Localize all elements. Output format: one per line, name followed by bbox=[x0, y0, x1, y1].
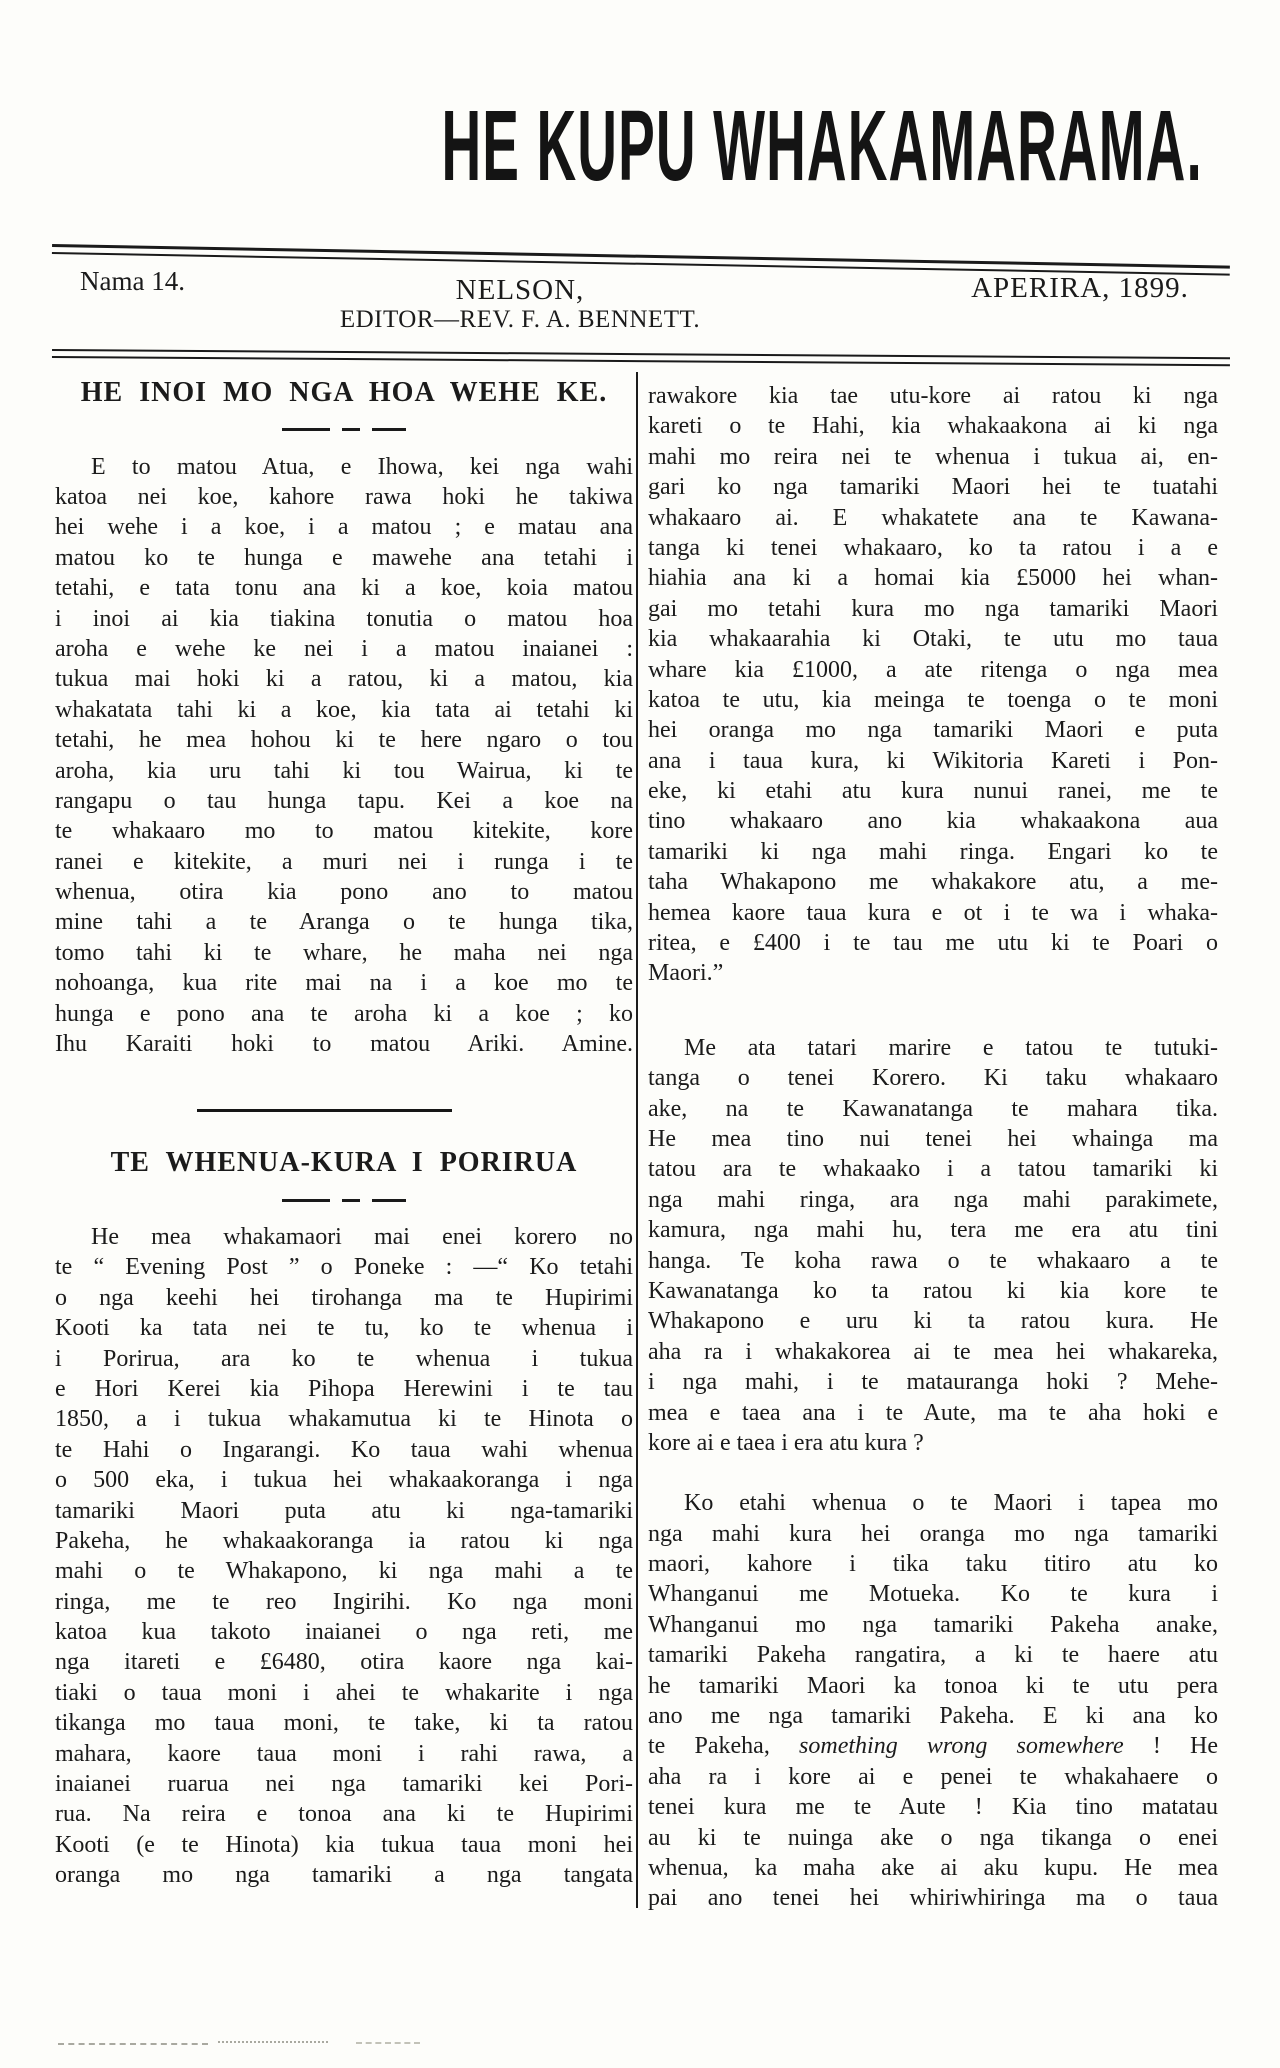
text-line: whenua, ka maha ake ai aku kupu. He mea bbox=[648, 1854, 1218, 1881]
scan-artifact bbox=[356, 2042, 420, 2044]
text-line: tetahi, he mea hohou ki te here ngaro o tou bbox=[55, 727, 633, 754]
text-line: kore ai e taea i era atu kura ? bbox=[648, 1429, 924, 1456]
text-line: ana i taua kura, ki Wikitoria Kareti i Pon- bbox=[648, 747, 1218, 774]
header-rule bbox=[52, 349, 1230, 366]
text-line: tatou ara te whakaako i a tatou tamariki ki bbox=[648, 1156, 1218, 1183]
text-line: tetahi, e tata tonu ana ki a koe, koia matou bbox=[55, 575, 633, 602]
left-column bbox=[55, 372, 633, 1891]
text-line: hei oranga mo nga tamariki Maori e puta bbox=[648, 717, 1218, 744]
text-line: ano me nga tamariki Pakeha. E ki ana ko bbox=[648, 1703, 1218, 1730]
article2-heading: TE WHENUA-KURA I PORIRUA bbox=[110, 1147, 578, 1179]
text-line: tanga ki tenei whakaaro, ko ta ratou i a e bbox=[648, 534, 1218, 561]
masthead-rule bbox=[52, 244, 1230, 276]
dash-segment bbox=[372, 428, 406, 431]
text-line: tomo tahi ki te whare, he maha nei nga bbox=[55, 939, 633, 966]
dash-segment bbox=[372, 1199, 406, 1202]
text-line: Kooti ka tata nei te tu, ko te whenua i bbox=[55, 1315, 633, 1342]
text-line: Whanganui mo nga tamariki Pakeha anake, bbox=[648, 1611, 1218, 1638]
text-line: kareti o te Hahi, kia whakaakona ai ki nga bbox=[648, 413, 1218, 440]
newspaper-title bbox=[130, 90, 1203, 202]
text-line: whenua, otira kia pono ano to matou bbox=[55, 879, 633, 906]
text-line: rangapu o tau hunga tapu. Kei a koe na bbox=[55, 787, 633, 814]
dash-segment bbox=[342, 1199, 360, 1202]
text-line: i Porirua, ara ko te whenua i tukua bbox=[55, 1345, 633, 1372]
text-line: tikanga mo taua moni, te take, ki ta ratou bbox=[55, 1710, 633, 1737]
text-line: rawakore kia tae utu-kore ai ratou ki nga bbox=[648, 383, 1218, 409]
text-line: nga itareti e £6480, otira kaore nga kai- bbox=[55, 1649, 633, 1676]
text-line: e Hori Kerei kia Pihopa Herewini i te tau bbox=[55, 1375, 633, 1402]
text-line: Kawanatanga ko ta ratou ki kia kore te bbox=[648, 1277, 1218, 1304]
heading-ornament bbox=[55, 1198, 633, 1202]
dash-segment bbox=[282, 428, 330, 431]
text-line: Maori.” bbox=[648, 960, 724, 987]
article1-paragraph bbox=[55, 452, 633, 1060]
text-line: katoa kua takoto inaianei o nga reti, me bbox=[55, 1619, 633, 1646]
text-line: te Hahi o Ingarangi. Ko taua wahi whenua bbox=[55, 1436, 633, 1463]
text-line: katoa nei koe, kahore rawa hoki he takiwa bbox=[55, 483, 633, 510]
issue-date: APERIRA, 1899. bbox=[971, 272, 1189, 304]
text-line: Me ata tatari marire e tatou te tutuki- bbox=[684, 1034, 1218, 1061]
place-name: NELSON, bbox=[455, 274, 585, 306]
text-line: whakatata tahi ki a koe, kia tata ai tetahi ki bbox=[55, 696, 633, 723]
text-line: mea e taea ana i te Aute, ma te aha hoki e bbox=[648, 1399, 1218, 1426]
column-divider bbox=[636, 372, 638, 1908]
heading-ornament bbox=[55, 428, 633, 432]
text-line: mine tahi a te Aranga o te hunga tika, bbox=[55, 909, 633, 936]
dash-segment bbox=[342, 428, 360, 431]
text-line: whare kia £1000, a ate ritenga o nga mea bbox=[648, 656, 1218, 683]
text-line: oranga mo nga tamariki a nga tangata bbox=[55, 1862, 633, 1889]
text-line: He mea tino nui tenei hei whainga ma bbox=[648, 1125, 1218, 1152]
text-line: nga mahi ringa, ara nga mahi parakimete, bbox=[648, 1186, 1218, 1213]
text-line: aroha, kia uru tahi ki tou Wairua, ki te bbox=[55, 757, 633, 784]
text-line: nohoanga, kua rite mai na i a koe mo te bbox=[55, 970, 633, 997]
text-line: hunga e pono ana te aroha ki a koe ; ko bbox=[55, 1000, 633, 1027]
text-line: Whakapono e uru ki ta ratou kura. He bbox=[648, 1308, 1218, 1335]
text-line: hemea kaore taua kura e ot i te wa i whaka- bbox=[648, 899, 1218, 926]
text-line: taha Whakapono me whakakore atu, a me- bbox=[648, 869, 1218, 896]
text-line: aha ra i whakakorea ai te mea hei whakareka, bbox=[648, 1338, 1218, 1365]
text-line: ritea, e £400 i te tau me utu ki te Poari o bbox=[648, 930, 1218, 957]
text-line: gai mo tetahi kura mo nga tamariki Maori bbox=[648, 595, 1218, 622]
comment-paragraph bbox=[648, 1488, 1218, 1913]
text-line: o nga keehi hei tirohanga ma te Hupirimi bbox=[55, 1284, 633, 1311]
text-line: ake, na te Kawanatanga te mahara tika. bbox=[648, 1095, 1218, 1122]
text-line: pai ano tenei hei whiriwhiringa ma o taua bbox=[648, 1885, 1218, 1912]
article2-paragraph bbox=[55, 1222, 633, 1891]
continuation-paragraph bbox=[648, 381, 1218, 989]
text-line: he tamariki Maori ka tonoa ki te utu pera bbox=[648, 1672, 1218, 1699]
dash-segment bbox=[282, 1199, 330, 1202]
text-line: tukua mai hoki ki a ratou, ki a matou, kia bbox=[55, 666, 633, 693]
scan-artifact bbox=[218, 2041, 328, 2043]
text-line: whakaaro ai. E whakatete ana te Kawana- bbox=[648, 504, 1218, 531]
text-line: rua. Na reira e tonoa ana ki te Hupirimi bbox=[55, 1801, 633, 1828]
text-line: mahi o te Whakapono, ki nga mahi a te bbox=[55, 1558, 633, 1585]
text-line: 1850, a i tukua whakamutua ki te Hinota o bbox=[55, 1406, 633, 1433]
text-line: Pakeha, he whakaakoranga ia ratou ki nga bbox=[55, 1527, 633, 1554]
text-line: hiahia ana ki a homai kia £5000 hei whan- bbox=[648, 565, 1218, 592]
text-line: matou ko te hunga e mawehe ana tetahi i bbox=[55, 544, 633, 571]
issue-number: Nama 14. bbox=[80, 266, 185, 296]
text-line: Ihu Karaiti hoki to matou Ariki. Amine. bbox=[55, 1031, 633, 1058]
text-line: aha ra i kore ai e penei te whakahaere o bbox=[648, 1763, 1218, 1790]
text-line: tamariki Maori puta atu ki nga-tamariki bbox=[55, 1497, 633, 1524]
text-span: te Pakeha, bbox=[648, 1733, 800, 1760]
text-line: Kooti (e te Hinota) kia tukua taua moni hei bbox=[55, 1831, 633, 1858]
newspaper-title-text: HE KUPU WHAKAMARAMA. bbox=[441, 90, 1203, 202]
right-column bbox=[648, 381, 1218, 1914]
text-line: aroha e wehe ke nei i a matou inaianei : bbox=[55, 635, 633, 662]
text-line: hanga. Te koha rawa o te whakaaro a te bbox=[648, 1247, 1218, 1274]
text-line: tanga o tenei Korero. Ki taku whakaaro bbox=[648, 1065, 1218, 1092]
text-line: tenei kura me te Aute ! Kia tino matatau bbox=[648, 1794, 1218, 1821]
text-line: katoa te utu, kia meinga te toenga o te moni bbox=[648, 686, 1218, 713]
scan-artifact bbox=[58, 2043, 208, 2045]
italic-phrase: something wrong somewhere bbox=[799, 1733, 1124, 1760]
text-line: tino whakaaro ano kia whakaakona aua bbox=[648, 808, 1218, 835]
text-line: E to matou Atua, e Ihowa, kei nga wahi bbox=[91, 453, 633, 480]
text-line: mahi mo reira nei te whenua i tukua ai, en- bbox=[648, 443, 1218, 470]
text-line: inaianei ruarua nei nga tamariki kei Pori- bbox=[55, 1771, 633, 1798]
section-divider bbox=[197, 1109, 452, 1112]
text-line: i inoi ai kia tiakina tonutia o matou hoa bbox=[55, 605, 633, 632]
text-line: He mea whakamaori mai enei korero no bbox=[91, 1224, 633, 1250]
text-line: tamariki Pakeha rangatira, a ki te haere atu bbox=[648, 1642, 1218, 1669]
text-line: hei wehe i a koe, i a matou ; e matau ana bbox=[55, 514, 633, 541]
text-line: te “ Evening Post ” o Poneke : —“ Ko tetahi bbox=[55, 1254, 633, 1281]
editor-line: EDITOR—REV. F. A. BENNETT. bbox=[339, 306, 701, 333]
text-line: Whanganui me Motueka. Ko te kura i bbox=[648, 1581, 1218, 1608]
text-line: Ko etahi whenua o te Maori i tapea mo bbox=[684, 1490, 1218, 1517]
text-line: nga mahi kura hei oranga mo nga tamariki bbox=[648, 1520, 1218, 1547]
text-line: au ki te nuinga ake o nga tikanga o enei bbox=[648, 1824, 1218, 1851]
text-line: mahara, kaore taua moni i rahi rawa, a bbox=[55, 1740, 633, 1767]
article1-heading: HE INOI MO NGA HOA WEHE KE. bbox=[80, 377, 608, 408]
comment-paragraph bbox=[648, 1033, 1218, 1458]
text-line: tamariki ki nga mahi ringa. Engari ko te bbox=[648, 838, 1218, 865]
text-line: te whakaaro mo to matou kitekite, kore bbox=[55, 818, 633, 845]
text-line: kia whakaarahia ki Otaki, te utu mo taua bbox=[648, 626, 1218, 653]
text-line: ringa, me te reo Ingirihi. Ko nga moni bbox=[55, 1588, 633, 1615]
text-line bbox=[648, 1731, 1218, 1761]
text-line: ranei e kitekite, a muri nei i runga i te bbox=[55, 848, 633, 875]
text-line: tiaki o taua moni i ahei te whakarite i nga bbox=[55, 1679, 633, 1706]
text-line: maori, kahore i tika taku titiro atu ko bbox=[648, 1551, 1218, 1578]
text-line: o 500 eka, i tukua hei whakaakoranga i nga bbox=[55, 1467, 633, 1494]
text-line: kamura, nga mahi hu, tera me era atu tini bbox=[648, 1217, 1218, 1244]
text-line: eke, ki etahi atu kura nunui ranei, me te bbox=[648, 778, 1218, 805]
text-line: i nga mahi, i te matauranga hoki ? Mehe- bbox=[648, 1369, 1218, 1396]
text-span: ! He bbox=[1123, 1733, 1218, 1760]
text-line: gari ko nga tamariki Maori hei te tuatahi bbox=[648, 474, 1218, 501]
